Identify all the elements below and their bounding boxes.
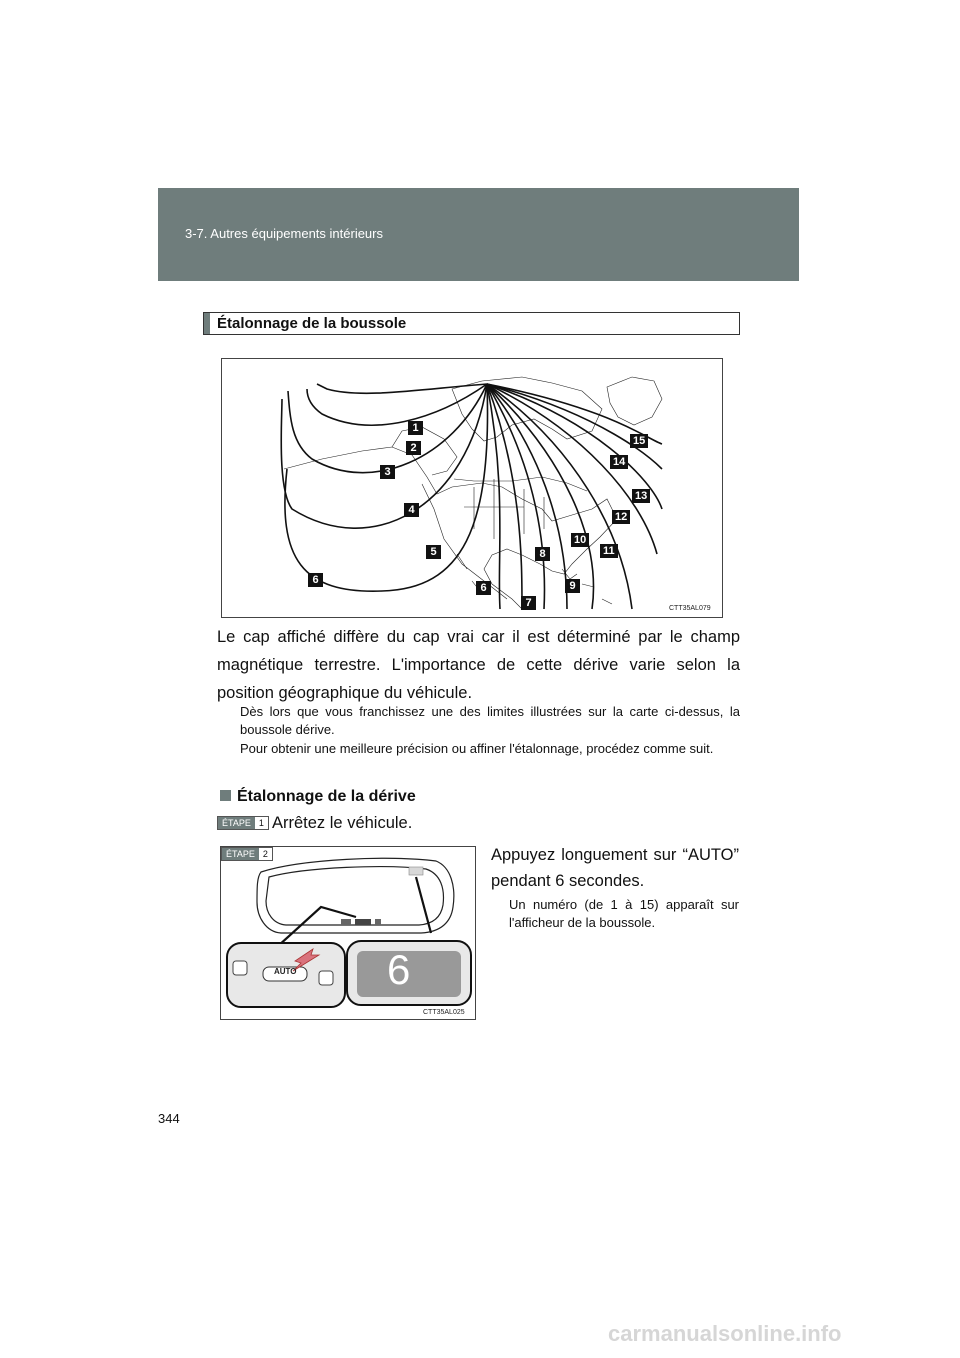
zone-label-7: 7 [521, 596, 536, 610]
step-1-tag [217, 816, 269, 830]
chapter-header [158, 188, 799, 281]
zone-label-5: 5 [426, 545, 441, 559]
subsection-title: Étalonnage de la dérive [237, 788, 416, 805]
step-2-text: Appuyez longuement sur “AUTO” pendant 6 secondes. [491, 846, 739, 890]
zone-label-15: 15 [630, 434, 648, 448]
subsection-heading [220, 788, 416, 806]
section-heading [203, 312, 740, 335]
zone-label-6-west: 6 [308, 573, 323, 587]
zone-label-4: 4 [404, 503, 419, 517]
zone-label-1: 1 [408, 421, 423, 435]
zone-label-6-east: 6 [476, 581, 491, 595]
map-illustration [222, 359, 722, 617]
map-image-code: CTT35AL079 [669, 605, 711, 612]
intro-paragraph: Le cap affiché diffère du cap vrai car il est déterminé par le champ magnétique terrestre. L'importance de cette dérive varie selon la position géographique du véhicule. [217, 628, 740, 702]
page-number: 344 [158, 1111, 180, 1126]
breadcrumb: 3-7. Autres équipements intérieurs [185, 226, 383, 241]
zone-label-8: 8 [535, 547, 550, 561]
step-2-word: ÉTAPE [222, 848, 259, 860]
zone-label-3: 3 [380, 465, 395, 479]
compass-display-digit: 6 [387, 946, 411, 993]
zone-label-14: 14 [610, 455, 628, 469]
section-heading-bar [204, 313, 210, 334]
zone-label-9: 9 [565, 579, 580, 593]
section-title: Étalonnage de la boussole [217, 315, 407, 332]
zone-label-2: 2 [406, 441, 421, 455]
step-2-note: Un numéro (de 1 à 15) apparaît sur l'afficheur de la boussole. [509, 897, 739, 930]
step-1-number: 1 [258, 818, 264, 828]
zone-label-10: 10 [571, 533, 589, 547]
mirror-image-code: CTT35AL025 [423, 1009, 465, 1016]
auto-button: AUTO [274, 967, 297, 976]
subsection-square-icon [220, 790, 231, 801]
mirror-illustration [220, 846, 476, 1020]
note-precision: Pour obtenir une meilleure précision ou affiner l'étalonnage, procédez comme suit. [240, 741, 714, 756]
step-1-word: ÉTAPE [218, 817, 255, 829]
step-2-tag [221, 847, 273, 861]
compass-zone-map [221, 358, 723, 618]
zone-label-13: 13 [632, 489, 650, 503]
mirror-drawing [221, 847, 475, 1019]
step-2-number: 2 [262, 849, 268, 859]
watermark: carmanualsonline.info [608, 1321, 842, 1346]
step-1-text: Arrêtez le véhicule. [272, 814, 413, 832]
zone-label-11: 11 [600, 544, 618, 558]
note-boundary: Dès lors que vous franchissez une des limites illustrées sur la carte ci-dessus, la boussole dérive. [240, 704, 740, 737]
zone-label-12: 12 [612, 510, 630, 524]
